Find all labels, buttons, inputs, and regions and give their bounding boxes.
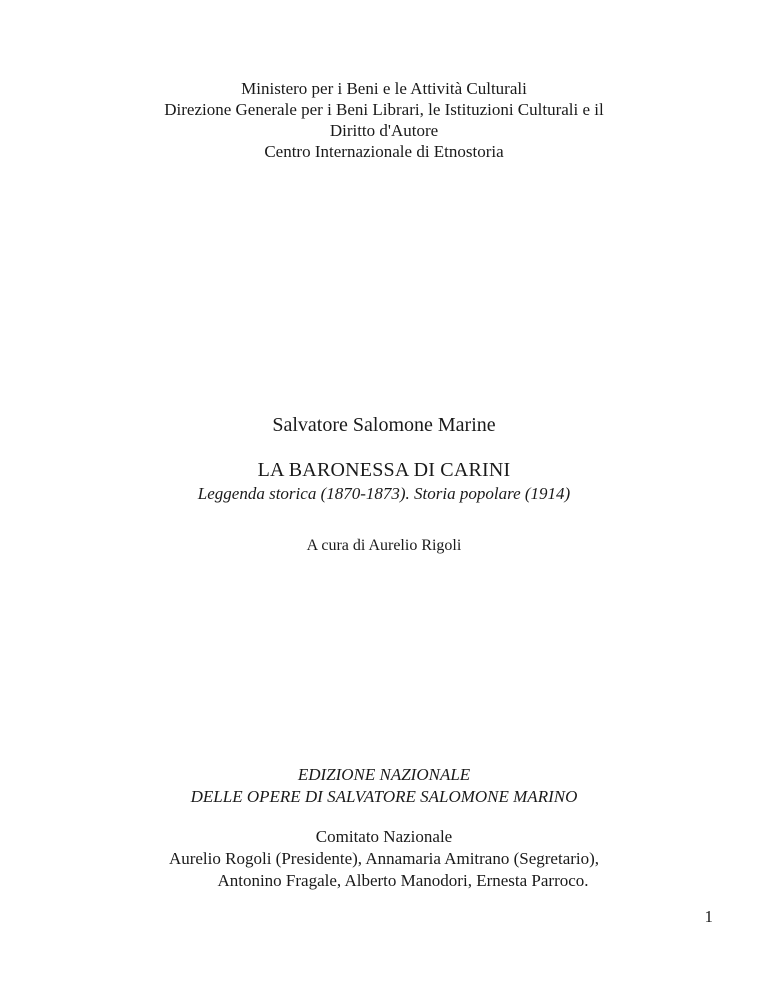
header-line-centre: Centro Internazionale di Etnostoria [264, 142, 504, 161]
book-title: LA BARONESSA DI CARINI [257, 459, 511, 481]
committee-section [0, 826, 768, 892]
book-subtitle: Leggenda storica (1870-1873). Storia popolare (1914) [197, 484, 571, 503]
book-author: Salvatore Salomone Marine [272, 414, 496, 436]
committee-members-line-2: Antonino Fragale, Alberto Manodori, Ernesta Parroco. [217, 871, 589, 890]
committee-heading: Comitato Nazionale [315, 827, 453, 846]
edition-line-1: EDIZIONE NAZIONALE [297, 765, 471, 784]
header-line-ministry: Ministero per i Beni e le Attività Culturali [241, 79, 527, 98]
edition-title [0, 764, 768, 808]
committee-members-line-1: Aurelio Rogoli (Presidente), Annamaria Amitrano (Segretario), [168, 849, 600, 868]
edition-line-2: DELLE OPERE DI SALVATORE SALOMONE MARINO [190, 787, 578, 806]
header-line-directorate: Direzione Generale per i Beni Librari, le Istituzioni Culturali e il [164, 100, 604, 119]
book-curator: A cura di Aurelio Rigoli [306, 537, 462, 554]
page-number: 1 [704, 907, 713, 926]
institution-header [0, 78, 768, 162]
header-line-directorate-cont: Diritto d'Autore [329, 121, 439, 140]
